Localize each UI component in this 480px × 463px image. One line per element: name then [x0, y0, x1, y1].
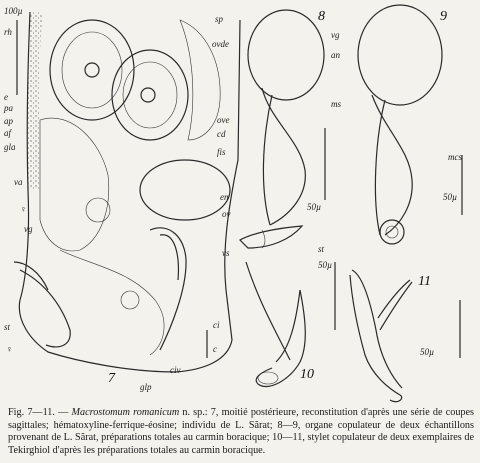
scale-label-10: 50µ: [318, 260, 333, 270]
seminal-vesicle: [140, 160, 230, 220]
label-ap: ap: [4, 116, 13, 126]
label-cd: cd: [217, 129, 226, 139]
label-ms: ms: [331, 99, 342, 109]
label-en: en: [220, 192, 229, 202]
label-mcs: mcs: [448, 152, 462, 162]
label-e: e: [4, 92, 8, 102]
caption-prefix: Fig. 7—11. —: [8, 407, 72, 418]
figure-10: [246, 260, 335, 387]
scale-label-9: 50µ: [443, 192, 458, 202]
caption-body: n. sp.: 7, moitié postérieure, reconstitution d'après une série de coupes sagittales; hématoxyline-ferrique-éosine; individu de L. Sărat; 8—9, organe copulateur de deux échantillons provenant de L. Sărat, préparations totales au carmin boracique; 10—11, stylet copulateur de deux exemplaires de Tekirghiol d'après les préparations totales au carmin boracique.: [8, 407, 474, 456]
stylet-coil-9: [380, 220, 404, 244]
label-gla: gla: [4, 142, 16, 152]
stylet-8: [240, 226, 302, 248]
body-outline-7: [19, 12, 240, 372]
ovary-1: [50, 20, 134, 120]
label-sp: sp: [215, 14, 224, 24]
copulatory-duct-7: [150, 228, 186, 350]
scale-label-7: 100µ: [4, 6, 23, 16]
figure-8: [240, 9, 341, 254]
stylet-11: [350, 275, 402, 402]
scale-label-11: 50µ: [420, 347, 435, 357]
figure-number-9: 9: [440, 9, 447, 24]
label-pa: pa: [4, 103, 13, 113]
label-female-2: ♀: [6, 344, 13, 354]
seminal-vesicle-8: [248, 10, 324, 100]
gland-region: [40, 118, 109, 251]
label-civ: civ: [170, 365, 181, 375]
label-c: c: [213, 344, 217, 354]
label-an: an: [331, 50, 340, 60]
caption-species: Macrostomum romanicum: [71, 407, 180, 418]
stylet-7: [20, 270, 70, 347]
label-glp: glp: [140, 382, 152, 392]
label-vg-7: vg: [24, 224, 33, 234]
ovary-2: [112, 50, 188, 140]
label-female-1: ♀: [20, 204, 27, 214]
figure-9: [358, 5, 462, 244]
label-st-7: st: [4, 322, 11, 332]
label-vs: vs: [222, 248, 230, 258]
label-vg-8: vg: [331, 30, 340, 40]
label-ovde: ovde: [212, 39, 229, 49]
scale-label-8: 50µ: [307, 202, 322, 212]
label-ci: ci: [213, 320, 220, 330]
figure-7: [3, 6, 240, 392]
label-ov: ov: [222, 209, 231, 219]
muscle-sheath-9: [372, 95, 412, 235]
label-va: va: [14, 177, 23, 187]
label-af: af: [4, 128, 12, 138]
figure-number-11: 11: [418, 274, 431, 289]
label-rh: rh: [4, 27, 12, 37]
figure-number-7: 7: [108, 371, 115, 386]
figure-11: [350, 270, 460, 402]
figure-caption: [8, 407, 474, 457]
label-fis: fis: [217, 147, 226, 157]
label-ove: ove: [217, 115, 230, 125]
seminal-vesicle-9: [358, 5, 442, 105]
muscle-fibers: [60, 250, 164, 355]
muscle-sheath-8: [262, 88, 305, 225]
label-st-8: st: [318, 244, 325, 254]
figure-number-10: 10: [300, 367, 314, 382]
figure-number-8: 8: [318, 9, 325, 24]
